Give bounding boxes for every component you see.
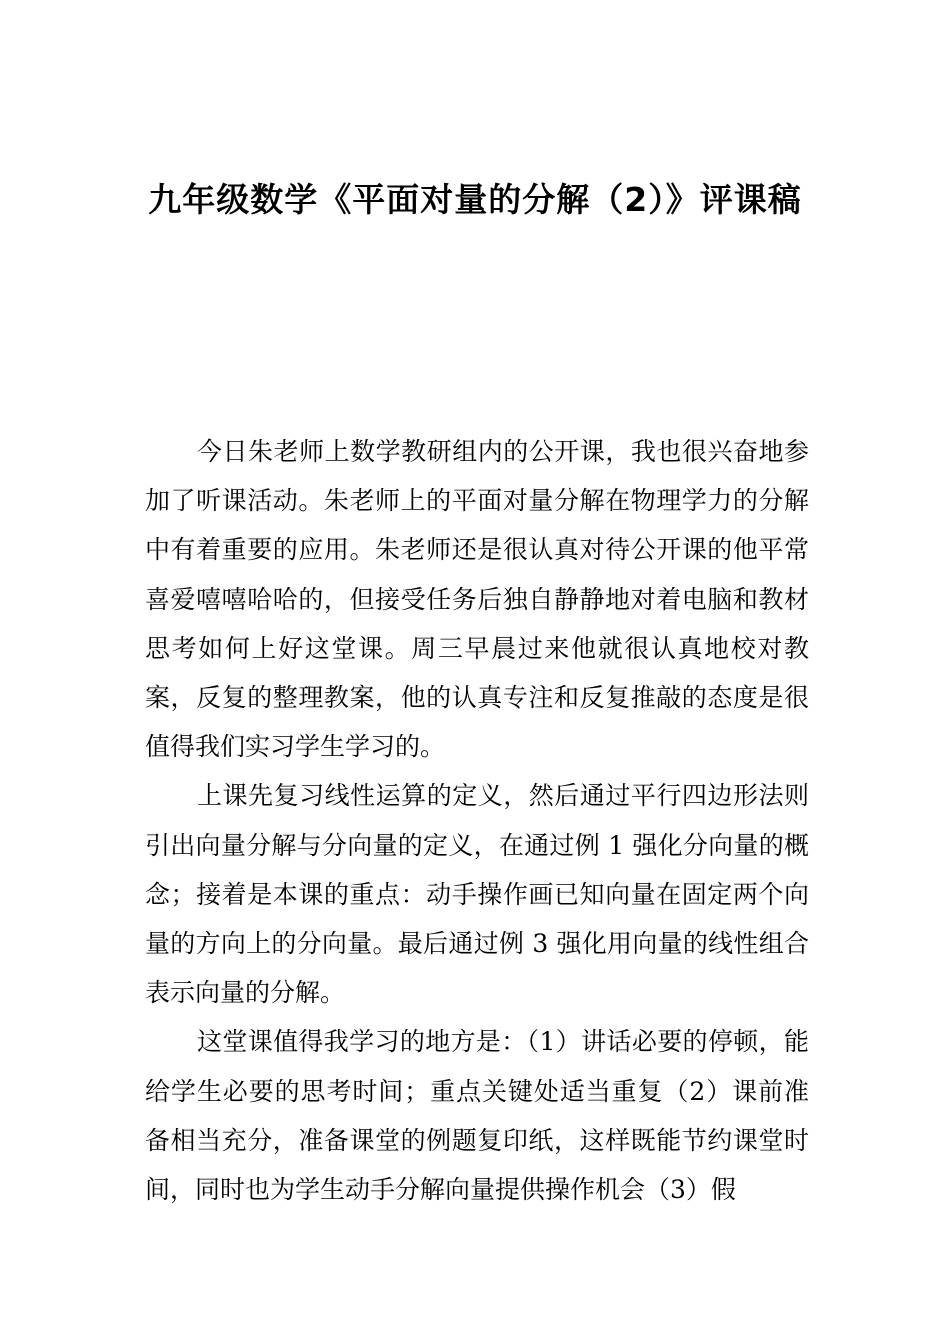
document-body (145, 427, 809, 1214)
paragraph-2: 上课先复习线性运算的定义，然后通过平行四边形法则引出向量分解与分向量的定义，在通过例 1 强化分向量的概念；接着是本课的重点：动手操作画已知向量在固定两个向量的方向上的分向量。最后通过例 3 强化用向量的线性组合表示向量的分解。 (145, 781, 809, 1008)
paragraph-1: 今日朱老师上数学教研组内的公开课，我也很兴奋地参加了听课活动。朱老师上的平面对量分解在物理学力的分解中有着重要的应用。朱老师还是很认真对待公开课的他平常喜爱嘻嘻哈哈的，但接受任务后独自静静地对着电脑和教材思考如何上好这堂课。周三早晨过来他就很认真地校对教案，反复的整理教案，他的认真专注和反复推敲的态度是很值得我们实习学生学习的。 (145, 437, 809, 762)
document-title: 九年级数学《平面对量的分解（2）》评课稿 (148, 180, 802, 219)
paragraph-3: 这堂课值得我学习的地方是：（1）讲话必要的停顿，能给学生必要的思考时间；重点关键处适当重复（2）课前准备相当充分，准备课堂的例题复印纸，这样既能节约课堂时间，同时也为学生动手分解向量提供操作机会（3）假 (145, 1027, 809, 1205)
